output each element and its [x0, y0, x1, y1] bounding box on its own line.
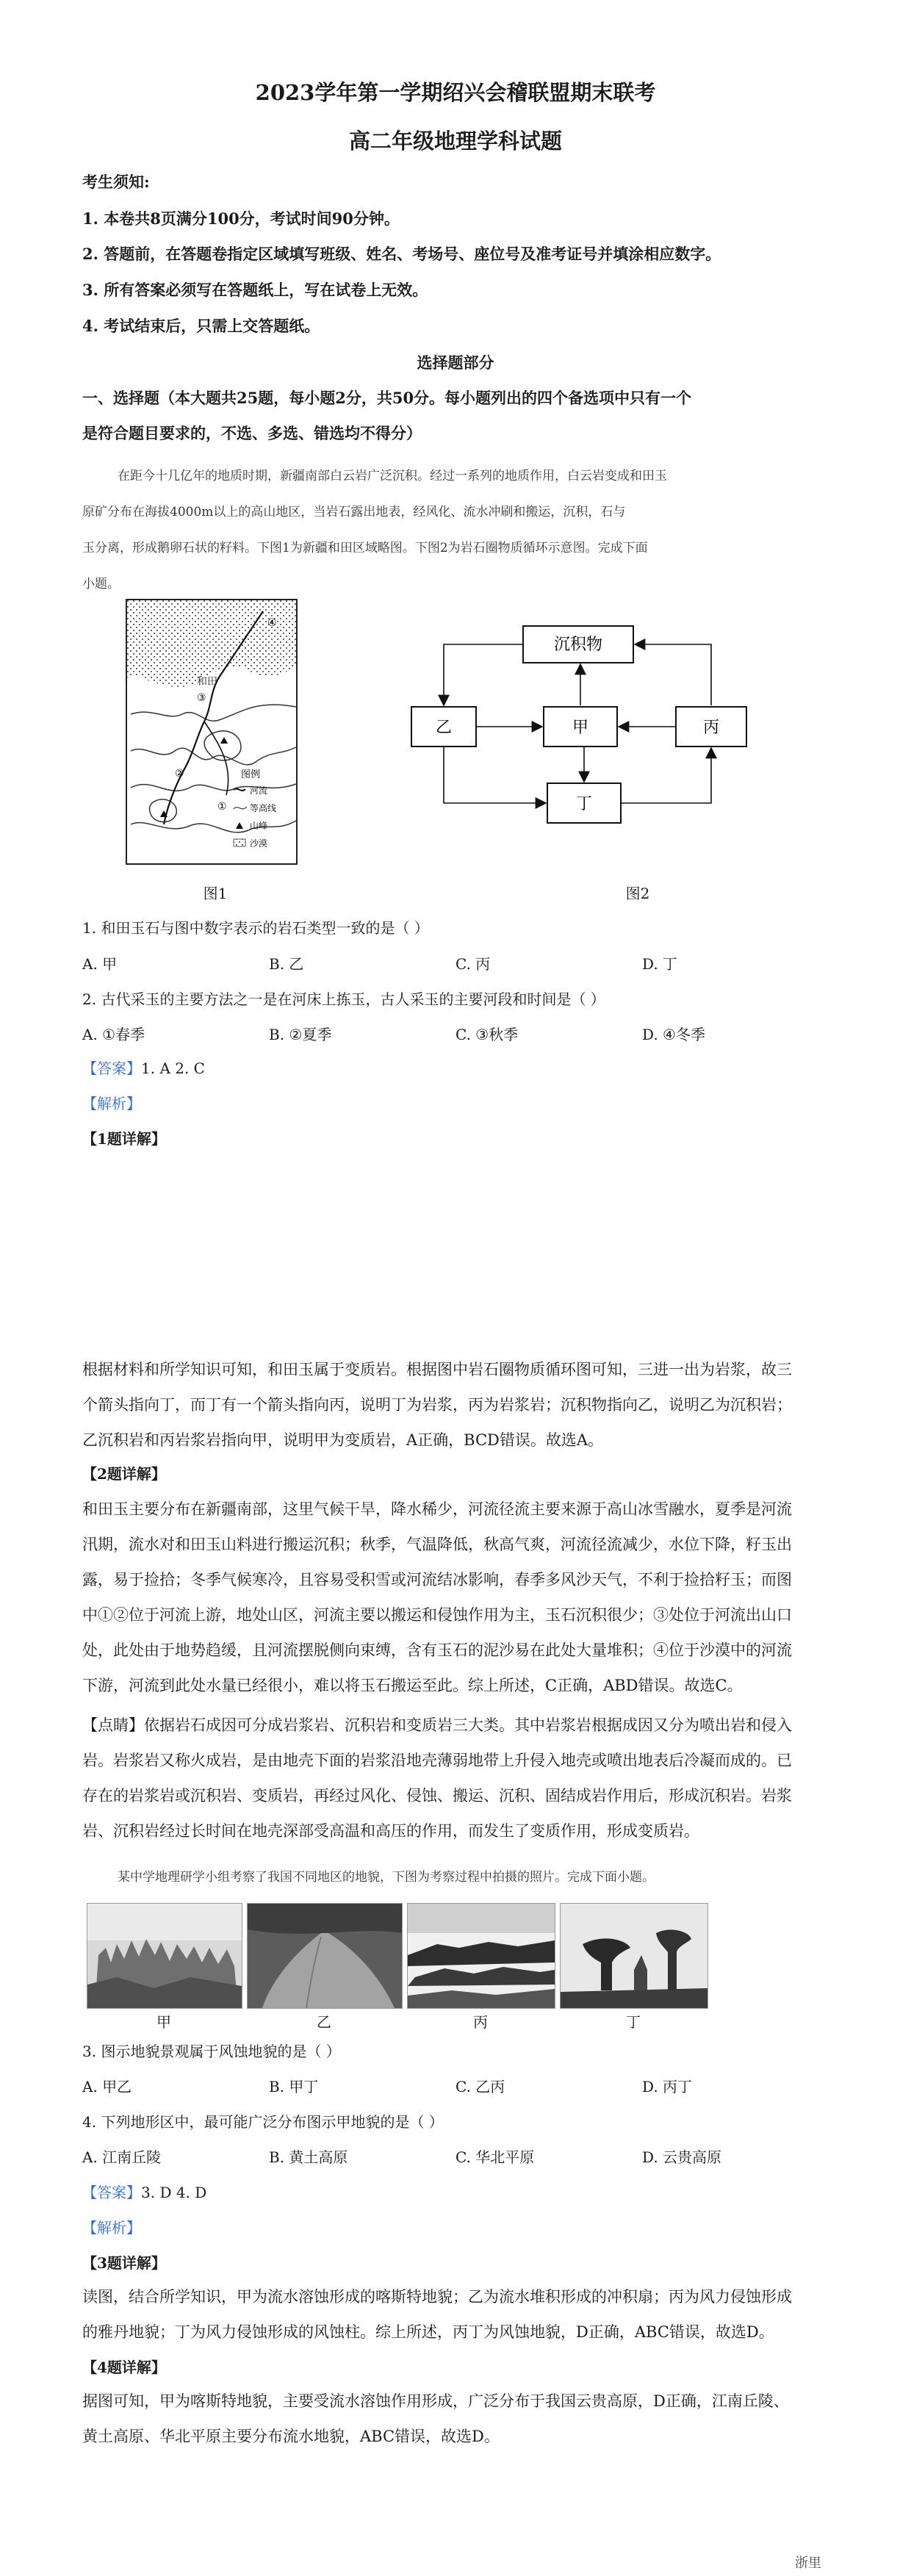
legend-contour: 等高线 [250, 803, 277, 813]
map-marker-1: ① [217, 801, 227, 813]
answer-text: 1. A 2. C [141, 1059, 205, 1077]
question-2-stem: 2. 古代采玉的主要方法之一是在河床上拣玉，古人采玉的主要河段和时间是（ ） [82, 990, 605, 1008]
map-marker-3: ③ [197, 692, 206, 704]
q2-option-c: C. ③秋季 [455, 1026, 519, 1043]
q4-option-d: D. 云贵高原 [642, 2148, 722, 2166]
q3-option-b: B. 甲丁 [269, 2078, 319, 2095]
detail-line: 据图可知，甲为喀斯特地貌，主要受流水溶蚀作用形成，广泛分布于我国云贵高原，D正确，江南丘陵、 [82, 2392, 789, 2410]
detail-4-heading: 【4题详解】 [82, 2359, 166, 2376]
section-heading: 一、选择题（本大题共25题，每小题2分，共50分。每小题列出的四个备选项中只有一个 [82, 389, 692, 407]
page-footer: 浙里 [795, 2555, 821, 2571]
box-jia-label: 甲 [572, 719, 589, 737]
q3-option-c: C. 乙丙 [455, 2078, 505, 2095]
detail-line: 黄土高原、华北平原主要分布流水地貌，ABC错误，故选D。 [82, 2428, 500, 2445]
answer-label: 【答案】 [82, 2184, 141, 2201]
map-place-label: 和田 [197, 676, 217, 688]
figure-2-caption: 图2 [625, 885, 650, 902]
figure-2-rock-cycle [397, 617, 764, 830]
detail-3-heading: 【3题详解】 [82, 2254, 166, 2272]
photo-label-bing: 丙 [473, 2013, 488, 2031]
detail-line: 汛期，流水对和田玉山料进行搬运沉积；秋季，气温降低，秋高气爽，河流径流减少，水位下降，籽玉出 [82, 1536, 792, 1553]
box-ding-label: 丁 [575, 795, 593, 813]
q2-option-b: B. ②夏季 [269, 1026, 332, 1043]
detail-line: 读图，结合所学知识，甲为流水溶蚀形成的喀斯特地貌；乙为流水堆积形成的冲积扇；丙为风力侵蚀形成 [82, 2288, 792, 2306]
notice-item: 2. 答题前，在答题卷指定区域填写班级、姓名、考场号、座位号及准考证号并填涂相应数字。 [82, 245, 721, 263]
detail-4-body [82, 2383, 826, 2454]
note-line: 存在的岩浆岩或沉积岩、变质岩，再经过风化、侵蚀、搬运、沉积、固结成岩作用后，形成沉积岩。岩浆 [82, 1787, 792, 1805]
detail-line: 下游，河流到此处水量已经很小，难以将玉石搬运至此。综上所述，C正确，ABD错误。故选C。 [82, 1677, 743, 1694]
analysis-label: 【解析】 [82, 1095, 141, 1112]
photo-bing-yardang [407, 1903, 555, 2009]
question-4-stem: 4. 下列地形区中，最可能广泛分布图示甲地貌的是（ ） [82, 2113, 444, 2131]
notice-heading: 考生须知: [82, 173, 150, 191]
section-title: 选择题部分 [417, 353, 494, 372]
arrow-sediment-to-yi [444, 644, 523, 705]
photo-yi-alluvial-fan [247, 1903, 403, 2009]
detail-line: 和田玉主要分布在新疆南部，这里气候干旱，降水稀少，河流径流主要来源于高山冰雪融水，夏季是河流 [82, 1500, 792, 1518]
q3-option-d: D. 丙丁 [642, 2078, 693, 2095]
passage-line: 在距今十几亿年的地质时期，新疆南部白云岩广泛沉积。经过一系列的地质作用，白云岩变成和田玉 [118, 469, 667, 483]
q2-option-a: A. ①春季 [82, 1026, 145, 1043]
photo-jia-karst [87, 1903, 242, 2009]
answer-2 [82, 2181, 206, 2202]
notice-item: 4. 考试结束后，只需上交答题纸。 [82, 317, 320, 335]
answer-text: 3. D 4. D [141, 2184, 207, 2201]
passage-1 [82, 458, 832, 602]
detail-1-body [82, 1352, 826, 1458]
analysis-label-2: 【解析】 [82, 2219, 141, 2237]
detail-2-heading: 【2题详解】 [82, 1465, 166, 1483]
notice-item: 3. 所有答案必须写在答题纸上，写在试卷上无效。 [82, 281, 428, 299]
passage-2: 某中学地理研学小组考察了我国不同地区的地貌，下图为考察过程中拍摄的照片。完成下面小题。 [118, 1870, 655, 1885]
photo-ding-wind-pillar [560, 1903, 708, 2009]
detail-line: 露，易于捡拾；冬季气候寒冷，且容易受积雪或河流结冰影响，春季多风沙天气，不利于捡拾籽玉；而图 [82, 1571, 792, 1589]
question-3-stem: 3. 图示地貌景观属于风蚀地貌的是（ ） [82, 2043, 341, 2060]
detail-line: 个箭头指向丁，而丁有一个箭头指向丙，说明丁为岩浆，丙为岩浆岩；沉积物指向乙，说明乙为沉积岩； [82, 1396, 792, 1414]
notice-item: 1. 本卷共8页满分100分，考试时间90分钟。 [82, 209, 400, 228]
passage-line: 玉分离，形成鹅卵石状的籽料。下图1为新疆和田区域略图。下图2为岩石圈物质循环示意图。完成下面 [82, 541, 648, 555]
passage-line: 原矿分布在海拔4000m以上的高山地区，当岩石露出地表，经风化、流水冲刷和搬运，沉积，石与 [82, 505, 626, 519]
question-1-stem: 1. 和田玉石与图中数字表示的岩石类型一致的是（ ） [82, 919, 429, 937]
q1-option-a: A. 甲 [82, 955, 118, 973]
q1-option-b: B. 乙 [269, 955, 304, 973]
exam-title: 2023学年第一学期绍兴会稽联盟期末联考 [255, 80, 656, 105]
answer-label: 【答案】 [82, 1059, 141, 1077]
q4-option-a: A. 江南丘陵 [82, 2148, 162, 2166]
note-line: 岩。岩浆岩又称火成岩，是由地壳下面的岩浆沿地壳薄弱地带上升侵入地壳或喷出地表后冷凝而成的。已 [82, 1752, 792, 1769]
figure-1-caption: 图1 [203, 885, 228, 902]
q1-option-d: D. 丁 [642, 955, 678, 973]
detail-1-heading: 【1题详解】 [82, 1130, 166, 1148]
detail-line: 的雅丹地貌；丁为风力侵蚀形成的风蚀柱。综上所述，丙丁为风蚀地貌，D正确，ABC错误，故选D。 [82, 2323, 774, 2341]
box-sediment-label: 沉积物 [553, 636, 603, 654]
map-marker-2: ② [175, 768, 184, 780]
legend-peak: 山峰 [250, 821, 268, 831]
detail-3-body [82, 2279, 826, 2350]
box-yi-label: 乙 [435, 719, 453, 737]
arrow-yi-to-ding [444, 746, 546, 803]
legend-river: 河流 [250, 785, 268, 796]
detail-2-body [82, 1492, 826, 1703]
box-bing-label: 丙 [702, 719, 720, 737]
q1-option-c: C. 丙 [455, 955, 491, 973]
section-heading-2: 是符合题目要求的，不选、多选、错选均不得分） [82, 424, 422, 442]
note-line: 【点睛】依据岩石成因可分成岩浆岩、沉积岩和变质岩三大类。其中岩浆岩根据成因又分为喷出岩和侵入 [82, 1716, 792, 1734]
q4-option-b: B. 黄土高原 [269, 2148, 348, 2166]
q2-option-d: D. ④冬季 [642, 1026, 705, 1043]
detail-line: 处，此处由于地势趋缓，且河流摆脱侧向束缚，含有玉石的泥沙易在此处大量堆积；④位于沙漠中的河流 [82, 1641, 792, 1659]
legend-desert-symbol [234, 839, 245, 846]
legend-title: 图例 [241, 769, 261, 780]
photo-label-ding: 丁 [626, 2013, 641, 2031]
answer-1 [82, 1057, 205, 1078]
exam-subtitle: 高二年级地理学科试题 [348, 129, 562, 154]
figure-1-map [123, 597, 344, 868]
key-point-note [82, 1708, 826, 1849]
note-line: 岩、沉积岩经过长时间在地壳深部受高温和高压的作用，而发生了变质作用，形成变质岩。 [82, 1822, 699, 1840]
photo-label-yi: 乙 [317, 2013, 331, 2031]
q3-option-a: A. 甲乙 [82, 2078, 132, 2095]
legend-desert: 沙漠 [250, 838, 268, 849]
photo-label-jia: 甲 [156, 2013, 171, 2031]
detail-line: 中①②位于河流上游，地处山区，河流主要以搬运和侵蚀作用为主，玉石沉积很少；③处位于河流出山口 [82, 1606, 792, 1624]
passage-line: 小题。 [82, 577, 120, 591]
detail-line: 根据材料和所学知识可知，和田玉属于变质岩。根据图中岩石圈物质循环图可知，三进一出为岩浆，故三 [82, 1361, 792, 1378]
map-marker-4: ④ [267, 617, 277, 629]
q4-option-c: C. 华北平原 [455, 2148, 535, 2166]
detail-line: 乙沉积岩和丙岩浆岩指向甲，说明甲为变质岩，A正确，BCD错误。故选A。 [82, 1431, 604, 1449]
arrow-ding-to-bing [621, 748, 711, 803]
arrow-bing-to-sediment [635, 644, 711, 705]
